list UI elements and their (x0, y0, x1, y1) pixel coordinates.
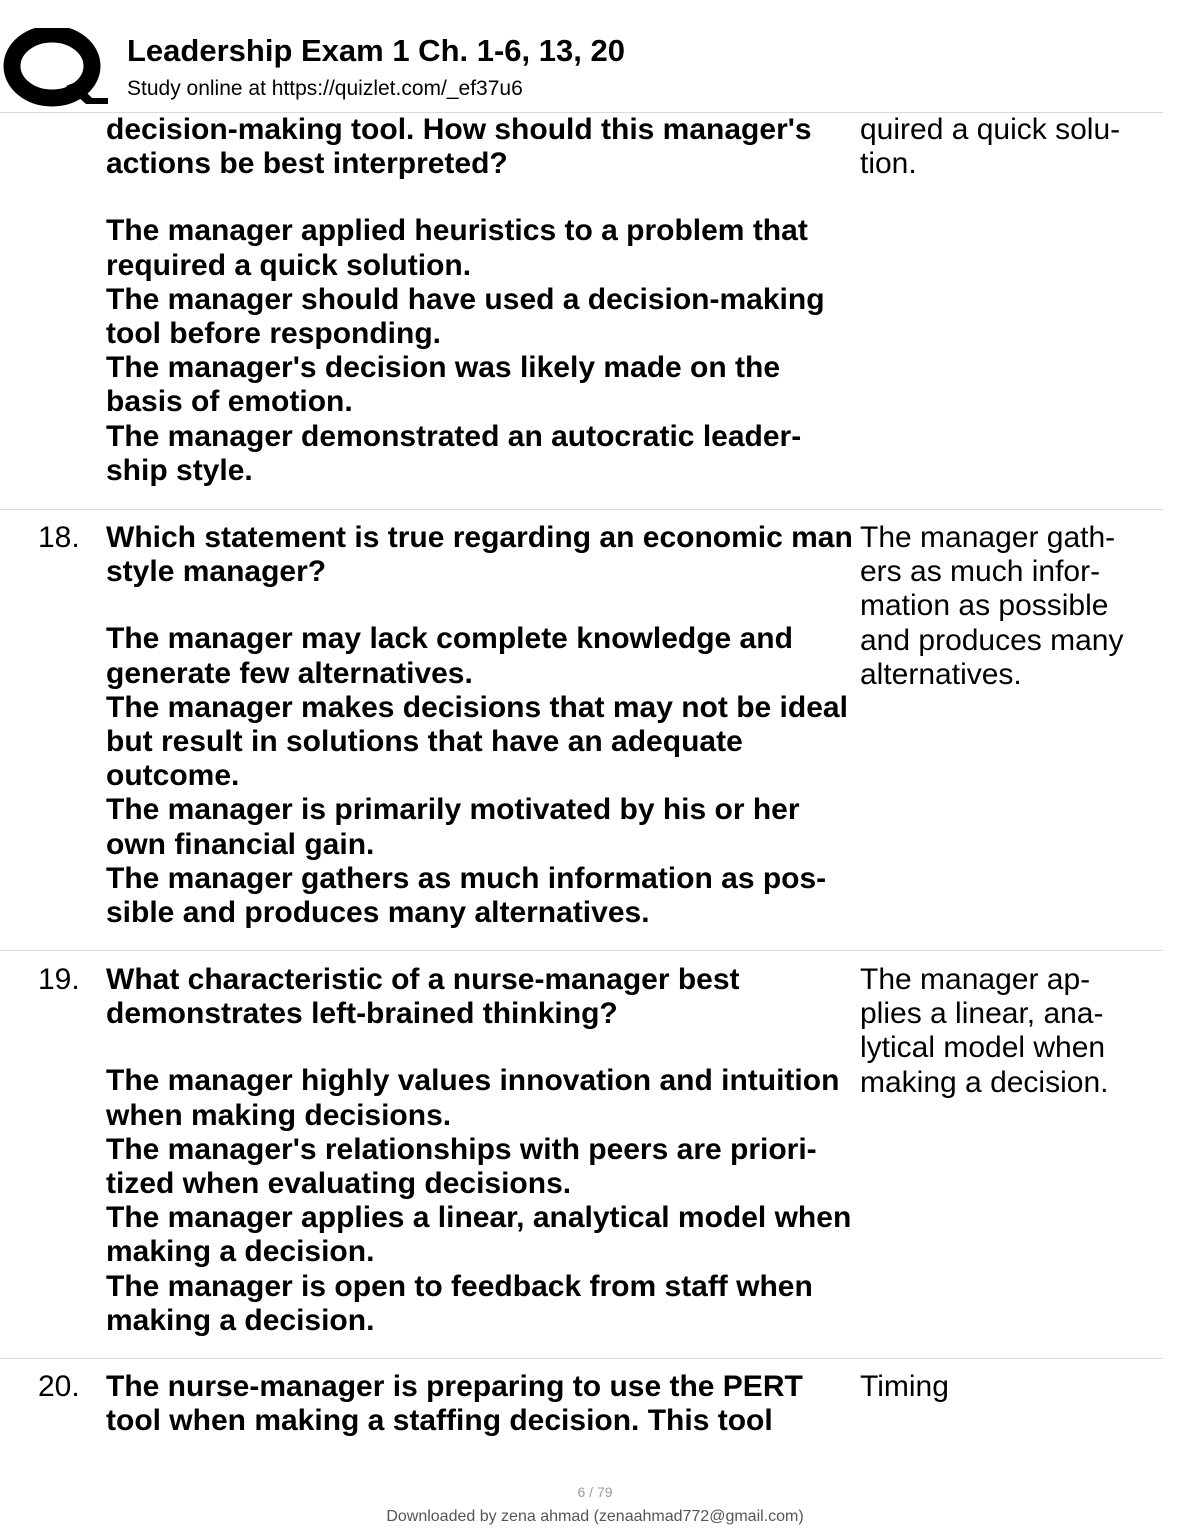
question-text (106, 1370, 854, 1471)
quizlet-logo-icon (2, 28, 110, 108)
divider (0, 950, 1163, 951)
answer-option: The manager may lack complete knowledge and generate few alternatives. (106, 622, 793, 690)
correct-answer: quired a quick solu-tion. (860, 113, 1121, 181)
page-number: 6 / 79 (577, 1484, 613, 1500)
document-title: Leadership Exam 1 Ch. 1-6, 13, 20 (127, 33, 625, 68)
correct-answer: Timing (860, 1370, 949, 1403)
question-text (106, 113, 854, 488)
correct-answer: The manager ap-plies a linear, ana-lytical model when making a decision. (860, 963, 1109, 1099)
answer-option: The manager's relationships with peers are priori-tized when evaluating decisions. (106, 1132, 817, 1201)
answer-option: The manager demonstrated an autocratic leader-ship style. (106, 419, 802, 487)
answer-option: The manager is open to feedback from staff when making a decision. (106, 1269, 813, 1337)
answer-option: The manager applies a linear, analytical model when making a decision. (106, 1201, 852, 1269)
correct-answer: The manager gath-ers as much infor-mation as possible and produces many alternatives. (860, 521, 1124, 691)
answer-option: The manager applied heuristics to a problem that required a quick solution. (106, 214, 808, 282)
question-stem: Which statement is true regarding an economic man style manager? (106, 521, 853, 589)
card-number: 19. (38, 963, 80, 996)
answer-option: The manager's decision was likely made on the basis of emotion. (106, 351, 781, 419)
question-text (106, 963, 854, 1338)
page-header (0, 0, 1190, 112)
study-online-link[interactable]: Study online at https://quizlet.com/_ef37u6 (127, 77, 523, 100)
answer-option: The manager is primarily motivated by his or her own financial gain. (106, 793, 800, 861)
divider (0, 509, 1163, 510)
answer-option: The manager should have used a decision-making tool before responding. (106, 282, 825, 351)
divider (0, 1358, 1163, 1359)
answer-option: The manager gathers as much information as pos-sible and produces many alternatives. (106, 861, 827, 930)
question-stem: The nurse-manager is preparing to use the PERT tool when making a staffing decision. This tool (106, 1370, 803, 1438)
question-text (106, 521, 854, 930)
answer-option: The manager makes decisions that may not be ideal but result in solutions that have an adequate outcome. (106, 690, 848, 793)
question-stem: decision-making tool. How should this manager's actions be best interpreted? (106, 113, 812, 181)
download-notice: Downloaded by zena ahmad (zenaahmad772@gmail.com) (386, 1508, 804, 1525)
card-number: 18. (38, 521, 80, 554)
answer-option: The manager highly values innovation and intuition when making decisions. (106, 1064, 840, 1132)
card-number: 20. (38, 1370, 80, 1403)
question-stem: What characteristic of a nurse-manager best demonstrates left-brained thinking? (106, 963, 740, 1031)
